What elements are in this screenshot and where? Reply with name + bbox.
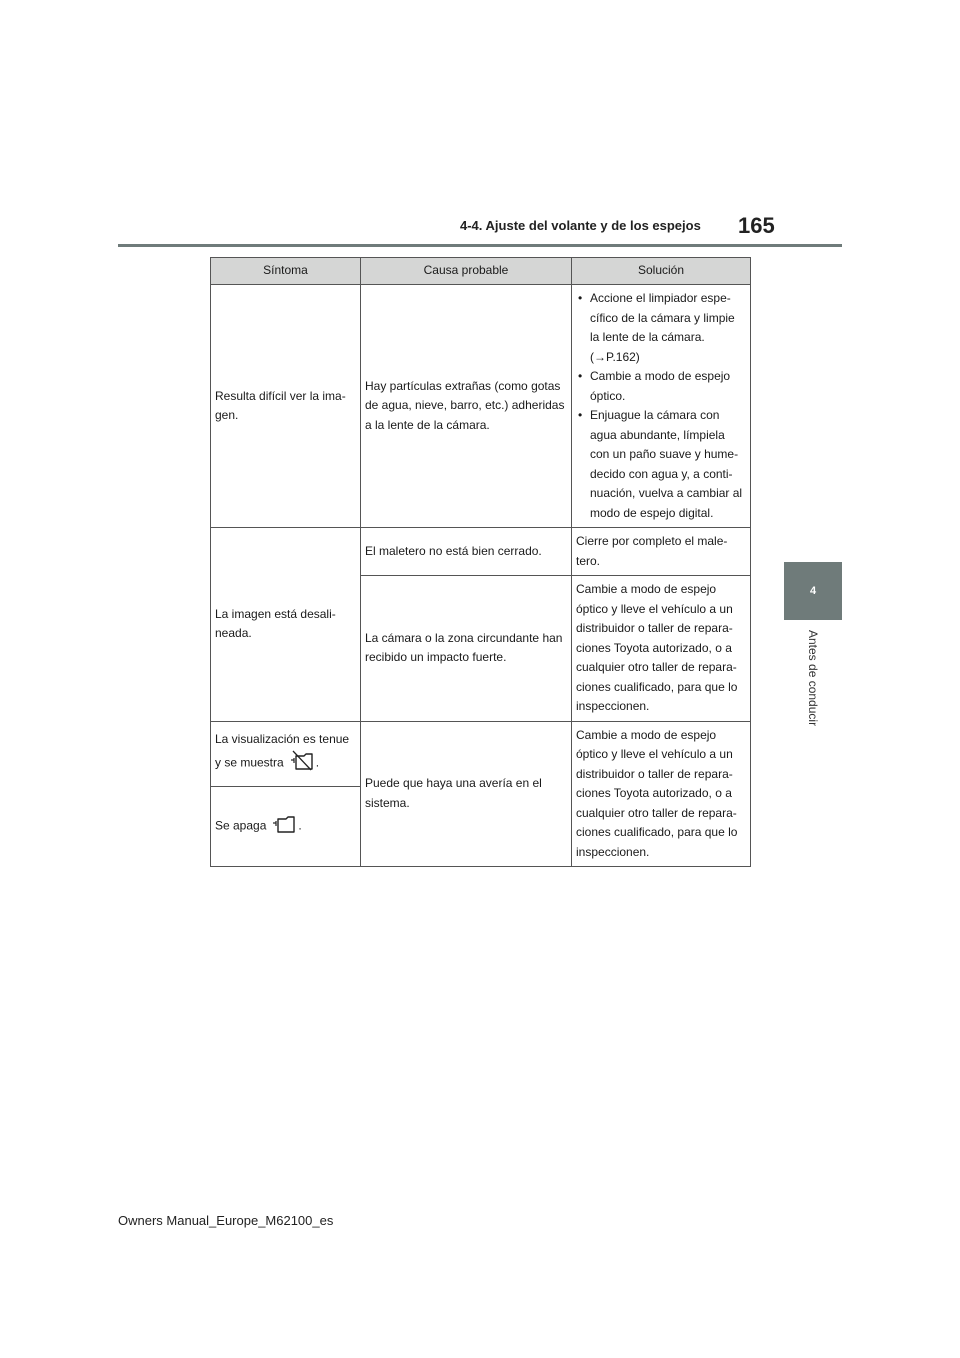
chapter-label xyxy=(805,630,821,760)
solution-cell: Cambie a modo de espejo óptico y lleve el vehículo a un distribuidor o taller de repara-ciones Toyota autorizado, o a cualquier otro taller de repara-ciones cualificado, para que lo inspeccionen. xyxy=(572,721,751,867)
page-number: 165 xyxy=(738,213,775,238)
chapter-number: 4 xyxy=(809,585,817,597)
footer-doc-id: Owners Manual_Europe_M62100_es xyxy=(118,1213,334,1228)
table-row xyxy=(211,285,751,528)
troubleshooting-table xyxy=(210,257,751,867)
chapter-tab xyxy=(784,562,842,620)
symptom-cell: Resulta difícil ver la ima-gen. xyxy=(211,285,361,528)
header-rule xyxy=(118,244,842,247)
period: . xyxy=(298,818,302,833)
cause-cell: El maletero no está bien cerrado. xyxy=(361,528,572,576)
symptom-line: y se muestra xyxy=(215,755,284,770)
table-row xyxy=(211,721,751,787)
header-symptom: Síntoma xyxy=(211,258,361,285)
period: . xyxy=(315,755,320,770)
solution-cell xyxy=(572,285,751,528)
section-title: 4-4. Ajuste del volante y de los espejos xyxy=(460,218,701,233)
solution-list xyxy=(576,289,746,523)
symptom-cell xyxy=(211,787,361,867)
list-item: • Enjuague la cámara con agua abundante, límpiela con un paño suave y hume-decido con agua y, a conti-nuación, vuelva a cambiar al modo de espejo digital. xyxy=(576,406,746,523)
header-cause: Causa probable xyxy=(361,258,572,285)
header-solution: Solución xyxy=(572,258,751,285)
list-item: • Accione el limpiador espe-cífico de la cámara y limpie la lente de la cámara. (→P.162) xyxy=(576,289,746,367)
cause-cell: Hay partículas extrañas (como gotas de agua, nieve, barro, etc.) adheridas a la lente de la cámara. xyxy=(361,285,572,528)
list-item: • Cambie a modo de espejo óptico. xyxy=(576,367,746,406)
symptom-line: La visualización es tenue xyxy=(215,731,350,746)
digital-mirror-icon xyxy=(272,812,296,841)
chapter-label-text: Antes de conducir xyxy=(806,630,820,727)
solution-cell: Cambie a modo de espejo óptico y lleve el vehículo a un distribuidor o taller de repara-ciones Toyota autorizado, o a cualquier otro taller de repara-ciones cualificado, para que lo inspeccionen. xyxy=(572,576,751,722)
solution-cell: Cierre por completo el male-tero. xyxy=(572,528,751,576)
symptom-line: Se apaga xyxy=(215,818,267,833)
table-row xyxy=(211,528,751,576)
cause-cell: La cámara o la zona circundante han recibido un impacto fuerte. xyxy=(361,576,572,722)
cause-cell: Puede que haya una avería en el sistema. xyxy=(361,721,572,867)
symptom-cell xyxy=(211,721,361,787)
symptom-cell: La imagen está desali-neada. xyxy=(211,528,361,722)
digital-mirror-warning-icon xyxy=(290,749,314,778)
table-header-row xyxy=(211,258,751,285)
